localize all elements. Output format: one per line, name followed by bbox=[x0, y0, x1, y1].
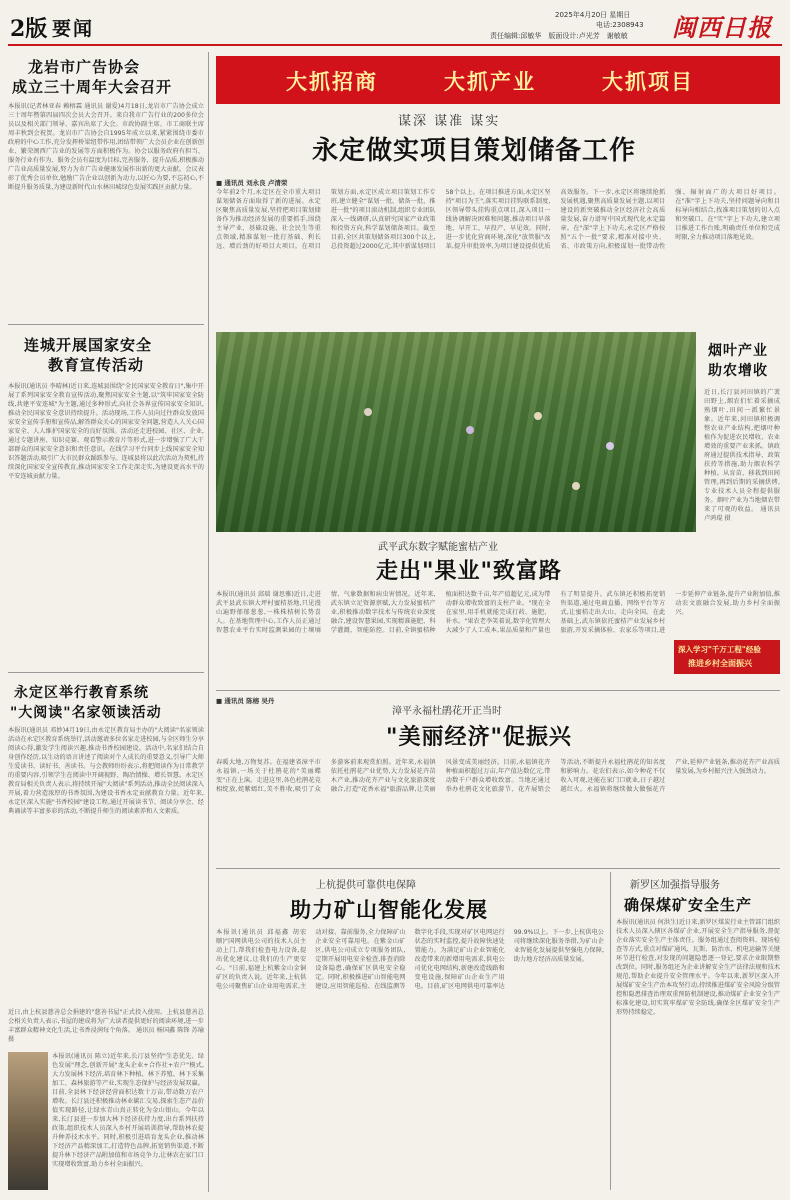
coal-kicker: 新罗区加强指导服务 bbox=[630, 880, 720, 891]
banner-item-1: 大抓招商 bbox=[286, 69, 378, 94]
banner-item-3: 大抓项目 bbox=[602, 69, 694, 94]
mine-body: 本报讯(通讯员 邱福鑫 胡宏顺)"国网供电公司的技术人员主动上门,帮我们检查电力设备,提出优化建议,让我们的生产更安心。"日前,福建上杭紫金山金铜矿区的负责人说。近年来,上杭供电公司聚焦矿山企业用电需求,主动对接、靠前服务,全力保障矿山企业安全可靠用电。在紫金山矿区,供电公司成立专项服务团队,定期开展用电安全检查,排查消除设备隐患,确保矿区供电安全稳定。同时,积极推进矿山智能电网建设,应用智能巡检、在线监测等数字化手段,实现对矿区电网运行状态的实时监控,提升故障快速处置能力。为满足矿山企业智能化改造带来的新增用电需求,供电公司优化电网结构,新建改造线路和变电设施,保障矿山企业生产用电。目前,矿区电网供电可靠率达99.9%以上。下一步,上杭供电公司将继续深化服务举措,为矿山企业智能化发展提供坚强电力保障,助力地方经济高质量发展。 bbox=[216, 929, 604, 990]
fruit-headline: 走出"果业"致富路 bbox=[376, 558, 562, 584]
mine-headline: 助力矿山智能化发展 bbox=[290, 897, 488, 922]
orchid-body: 春暖大地,万物复苏。在福建省漳平市永福镇,一场关于杜鹃花的"美丽蝶变"正在上演。走进这里,各色杜鹃花竞相绽放,姹紫嫣红,美不胜收,吸引了众多游客前来观赏拍照。近年来,永福镇依托杜鹃花产业优势,大力发展花卉苗木产业,推动花卉产业与文化旅游深度融合,打造"花香永福"旅游品牌,让美丽风景变成美丽经济。目前,永福镇花卉种植面积超过万亩,年产值达数亿元,带动数千户群众增收致富。当地还通过举办杜鹃花文化旅游节、花卉展销会等活动,不断提升永福杜鹃花的知名度和影响力。花农们表示,如今种花不仅收入可观,还能在家门口就业,日子越过越红火。永福镇将继续做大做强花卉产业,延伸产业链条,推动花卉产业高质量发展,为乡村振兴注入强劲动力。 bbox=[216, 759, 780, 793]
orchid-byline: ■ 通讯员 陈榕 吴丹 bbox=[216, 697, 275, 705]
divider bbox=[216, 868, 780, 869]
tobacco-caption bbox=[704, 388, 780, 534]
left-column bbox=[8, 52, 204, 1192]
main-kicker: 谋深 谋准 谋实 bbox=[398, 114, 501, 129]
header-rule bbox=[8, 44, 782, 46]
tobacco-headline-1: 烟叶产业 bbox=[708, 343, 768, 359]
issue-date bbox=[555, 10, 630, 20]
longyan-headline-1: 龙岩市广告协会 bbox=[28, 58, 141, 76]
main-headline: 永定做实项目策划储备工作 bbox=[312, 136, 637, 166]
tobacco-credit: 通讯员 卢鸿琨 摄 bbox=[704, 506, 780, 522]
liancheng-body: 本报讯(通讯员 李晴林)近日来,连城县围绕"全民国家安全教育日",集中开展了系列国家安全教育宣传活动,聚焦国家安全主题,以"筑牢国家安全防线,共建平安连城"为主题,通过多种形式,向社会各界宣传国家安全知识,推动全民国家安全意识持续提升。活动现场,工作人员向过往群众发放国家安全宣传手册和宣传品,解答群众关心的国家安全问题,营造人人关心国家安全、人人维护国家安全的良好氛围。活动还走进校园、社区、企业,通过专题讲座、知识竞赛、观看警示教育片等形式,进一步增强了广大干部群众的国家安全意识和责任意识。在线学习平台同步上线国家安全知识答题活动,吸引广大市民群众踊跃参与。连城县将以此次活动为契机,持续深化国家安全宣传教育,推动国家安全工作走深走实,为建设更高水平的平安连城贡献力量。 bbox=[8, 383, 204, 480]
main-body: 今年前2个月,永定区在全市重大项目谋划储备方面取得了新的进展。永定区聚焦高质量发展,坚持把项目策划储备作为推动经济发展的重要抓手,围绕主导产业、基础设施、社会民生等重点领域,精准谋划一批打基础、利长远、增后劲的好项目大项目。在项目策划方面,永定区成立项目策划工作专班,建立健全"谋划一批、储备一批、推进一批"的项目滚动机制,组织专业团队深入一线调研,认真研究国家产业政策和投资方向,科学谋划储备项目。截至目前,全区共策划储备项目300个以上,总投资超过2000亿元,其中新谋划项目58个以上。在项目推进方面,永定区坚持"项目为王",落实项目挂钩联系制度,区领导带头挂钩重点项目,深入项目一线协调解决困难和问题,推动项目早落地、早开工、早投产、早见效。同时,进一步优化营商环境,深化"放管服"改革,提升审批效率,为项目建设提供优质高效服务。下一步,永定区将继续抢抓发展机遇,聚焦高质量发展主题,以项目建设的新突破推动全区经济社会高质量发展,奋力谱写中国式现代化永定篇章。在"深"字上下功夫,永定区严格按照"五个一批"要求,精准对接中央、省、市政策方向,积极谋划一批带动性强、辐射面广的大项目好项目。在"准"字上下功夫,坚持问题导向和目标导向相结合,找准项目策划的切入点和突破口。在"实"字上下功夫,建立项目推进工作台账,明确责任单位和完成时限,全力推动项目落地见效。 bbox=[216, 189, 780, 250]
fruit-body: 本报讯(通讯员 邱瑞 谢思雅)近日,走进武平县武东镇大坪村蜜桔基地,只见漫山遍野郁郁葱葱,一株株桔树长势喜人。在基地管理中心,工作人员正通过智慧农业平台实时监测果园的土壤墒情、气象数据和病虫害情况。近年来,武东镇立足资源禀赋,大力发展蜜桔产业,积极推动数字技术与传统农业深度融合,建设智慧果园,实现精准施肥、科学灌溉、智能防控。目前,全镇蜜桔种植面积达数千亩,年产值超亿元,成为带动群众增收致富的支柱产业。"现在全在家里,用手机就能完成打药、施肥、补水。"果农老李笑着说,数字化管理大大减少了人工成本,果品质量和产量也有了明显提升。武东镇还积极拓宽销售渠道,通过电商直播、网络平台等方式,让蜜桔走出大山、走向全国。在此基础上,武东镇依托蜜桔产业发展乡村旅游,开发采摘体验、农家乐等项目,进一步延伸产业链条,提升产业附加值,推动农文旅融合发展,助力乡村全面振兴。 bbox=[216, 591, 780, 634]
forest-economy-body: 本报讯(通讯员 陈立)近年来,长汀县坚持"生态优先、绿色发展"理念,创新开展"龙头企业+合作社+农户"模式,大力发展林下经济,培育林下种植、林下养殖、林下采集加工、森林旅游等产业,实现生态保护与经济发展双赢。目前,全县林下经济经营面积达数十万亩,带动数万农户增收。长汀县还积极推动林业碳汇交易,探索生态产品价值实现路径,让绿水青山真正转化为金山银山。今年以来,长汀县进一步加大林下经济扶持力度,出台系列扶持政策,组织技术人员深入乡村开展培训指导,帮助林农提升种养技术水平。同时,积极引进培育龙头企业,推动林下经济产品精深加工,打造特色品牌,拓宽销售渠道,不断提升林下经济产品附加值和市场竞争力,让林农在家门口实现增收致富,助力乡村全面振兴。 bbox=[52, 1053, 204, 1168]
page-number-text: 2版 bbox=[10, 16, 48, 42]
theme-banner bbox=[216, 56, 780, 104]
thousand-line-2: 推进乡村全面振兴 bbox=[688, 659, 752, 668]
farmer bbox=[606, 442, 614, 450]
yongding-read-headline-1: 永定区举行教育系统 bbox=[14, 685, 149, 701]
main-byline: ■ 通讯员 刘永良 卢清荣 bbox=[216, 179, 288, 187]
column-rule bbox=[208, 52, 209, 1192]
bookroom-photo bbox=[8, 1052, 48, 1190]
fruit-kicker: 武平武东数字赋能蜜桔产业 bbox=[378, 542, 498, 553]
thousand-line-1: 深入学习"千万工程"经验 bbox=[678, 645, 761, 654]
farmer bbox=[364, 408, 372, 416]
weekday-text: 星期日 bbox=[609, 11, 631, 19]
yongding-read-headline-2: "大阅读"名家领读活动 bbox=[10, 705, 162, 721]
farmer bbox=[572, 482, 580, 490]
tobacco-headline-2: 助农增收 bbox=[708, 363, 768, 379]
tobacco-caption-text: 近日,长汀县河田镇的广袤田野上,烟农们忙着采摘成熟烟叶,田间一派繁忙景象。近年来,河田镇积极调整农业产业结构,把烟叶种植作为促进农民增收、农业增效的重要产业来抓。镇政府通过提供技术指导、政策扶持等措施,助力烟农科学种植。从育苗、移栽到田间管理,再到后期的采摘烘烤,专业技术人员全程提供服务。烟叶产业为当地烟农带来了可观的收益。 bbox=[704, 389, 780, 513]
divider bbox=[8, 672, 204, 673]
editor-line: 责任编辑:邱敏华 版面设计:卢光芳 谢敏敏 bbox=[490, 32, 628, 40]
coal-headline: 确保煤矿安全生产 bbox=[624, 896, 753, 914]
farmer bbox=[466, 426, 474, 434]
field-rows bbox=[216, 332, 696, 532]
coal-body: 本报讯(通讯员 何洪生)近日来,新罗区煤炭行业主管部门组织技术人员深入辖区各煤矿企业,开展安全生产指导服务,督促企业落实安全生产主体责任。服务组通过查阅资料、现场检查等方式,重点对煤矿通风、瓦斯、防治水、机电运输等关键环节进行检查,对发现的问题隐患逐一登记,要求企业限期整改到位。同时,服务组还为企业讲解安全生产法律法规和技术规范,帮助企业提升安全管理水平。今年以来,新罗区深入开展煤矿安全生产治本攻坚行动,持续推进煤矿安全风险分级管控和隐患排查治理双重预防机制建设,推动煤矿企业安全生产标准化建设,切实筑牢煤矿安全防线,确保全区煤矿安全生产形势持续稳定。 bbox=[616, 919, 780, 1016]
paper-logo: 闽西日报 bbox=[672, 13, 772, 42]
column-rule bbox=[610, 872, 611, 1190]
page-number bbox=[10, 12, 47, 43]
orchid-headline: "美丽经济"促振兴 bbox=[386, 724, 572, 750]
banner-item-2: 大抓产业 bbox=[444, 69, 536, 94]
orchid-kicker: 漳平永福杜鹃花开正当时 bbox=[392, 706, 502, 717]
bookroom-credit: 通讯员 杨国鑫 陈锋 苏瑜 摄 bbox=[8, 1027, 204, 1043]
phone-line: 电话:2308943 bbox=[596, 21, 644, 29]
longyan-body: 本报讯(记者林亚春 赖榕霖 通讯员 谢爱)4月18日,龙岩市广告协会成立三十周年暨第四届四次会员大会召开。来自我市广告行业的200多位会员以及相关部门领导、嘉宾出席了大会。市政协副主席、市工商联主席周丰秋到会祝贺。龙岩市广告协会自1995年成立以来,紧紧围绕市委市政府的中心工作,充分发挥桥梁纽带作用,团结带领广大会员企业在创新创业、繁荣闽西广告业的发展等方面积极作为。协会以服务政府有担当、服务行业有作为、服务会员有温度为目标,完善服务、提升品质,积极推动广告业高质量发展,努力为市广告业健康发展作出新的更大贡献。会议表彰了优秀会员单位,勉励广告企业以创新为动力,以匠心为要,不忘初心,不断提升服务质量,为建设新时代山水林田城绿色发展实践区贡献力量。 bbox=[8, 103, 204, 191]
page-header bbox=[0, 0, 790, 48]
liancheng-headline-1: 连城开展国家安全 bbox=[24, 336, 153, 354]
farmer bbox=[534, 412, 542, 420]
thousand-project-banner bbox=[674, 640, 780, 674]
section-name: 要闻 bbox=[52, 18, 95, 40]
bookroom-caption bbox=[8, 1008, 204, 1048]
divider bbox=[216, 690, 780, 691]
liancheng-headline-2: 教育宣传活动 bbox=[48, 356, 145, 374]
mine-kicker: 上杭提供可靠供电保障 bbox=[316, 880, 416, 891]
longyan-headline-2: 成立三十周年大会召开 bbox=[12, 78, 173, 96]
bookroom-caption-text: 近日,由上杭县慈善总会捐建的"慈善书屋"正式投入使用。上杭县慈善总会相关负责人表示,书屋的建成将为广大读者提供更好的阅读环境,进一步丰富群众精神文化生活,让书香浸润每个角落。 bbox=[8, 1009, 204, 1034]
yongding-read-body: 本报讯(通讯员 邓妙)4月19日,由永定区教育局主办的"大阅读"名家领读活动在永定区教育系统举行,活动邀请多位名家走进校园,与全区师生分享阅读心得,激发学生阅读兴趣,推动书香校园建设。活动中,名家们结合自身创作经历,以生动的语言讲述了阅读对个人成长的重要意义,引导广大师生爱读书、读好书、善读书。与会教师纷纷表示,将把阅读作为日常教学的重要内容,引领学生在阅读中开阔视野、陶冶情操、增长智慧。永定区教育局相关负责人表示,将持续开展"大阅读"系列活动,推动全民阅读深入开展,着力营造浓厚的书香氛围,为建设书香永定贡献教育力量。近年来,永定区深入实施"书香校园"建设工程,通过开展读书节、阅读分享会、经典诵读等丰富多彩的活动,不断提升师生的阅读素养和人文素质。 bbox=[8, 727, 204, 815]
date-text: 2025年4月20日 bbox=[555, 11, 608, 19]
tobacco-photo bbox=[216, 332, 696, 532]
divider bbox=[8, 324, 204, 325]
